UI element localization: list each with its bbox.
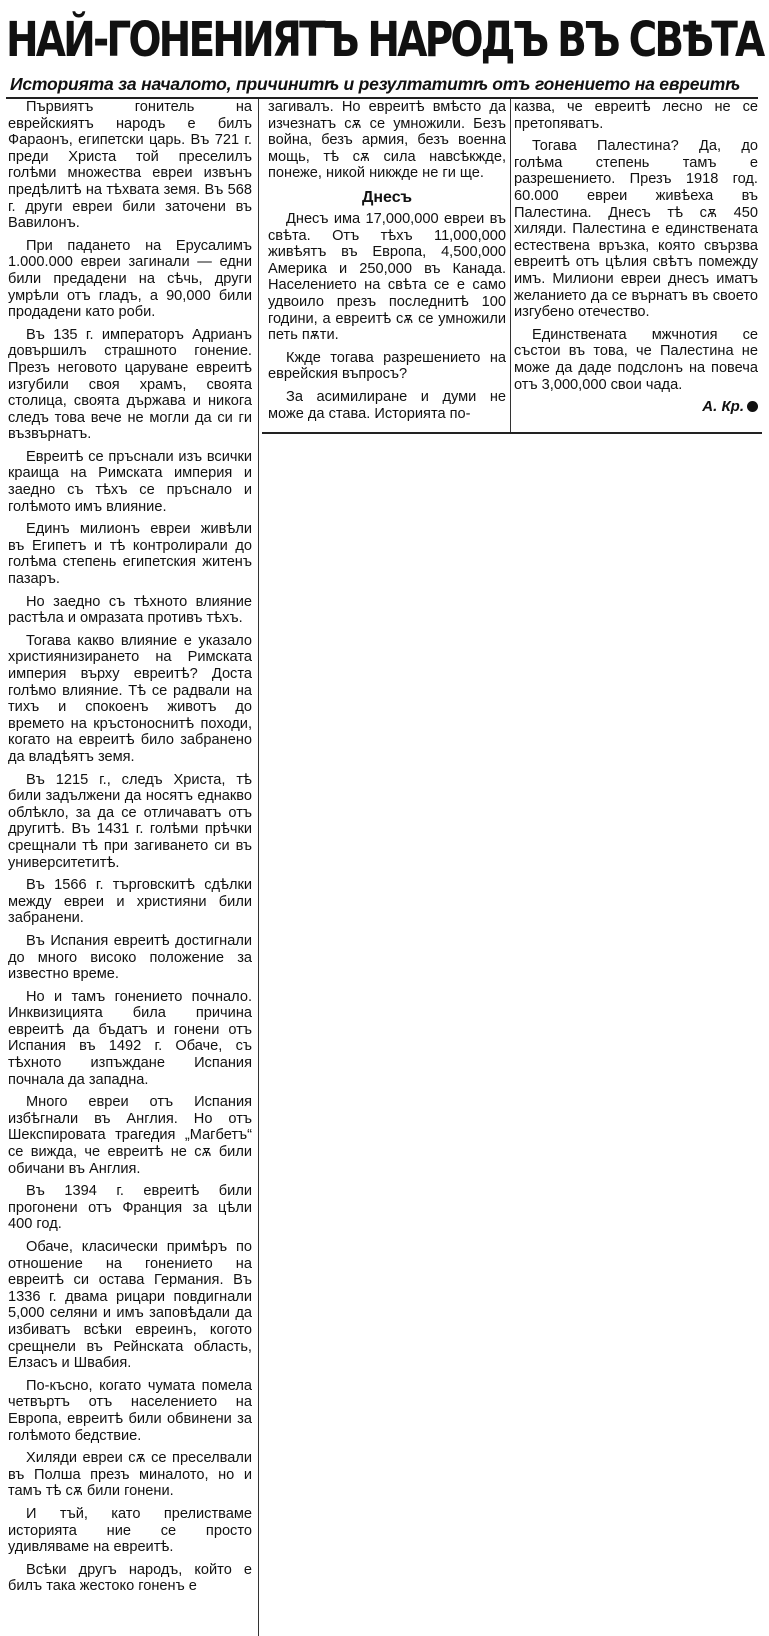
article-column-1 (8, 99, 252, 1636)
signature-text: А. Кр. (702, 398, 744, 416)
column-divider (510, 99, 511, 434)
article-column-3 (514, 99, 758, 432)
paragraph: Всѣки другъ народъ, който е билъ така жестоко гоненъ е (8, 1561, 252, 1595)
paragraph: Днесъ има 17,000,000 евреи въ свѣта. Отъ тѣхъ 11,000,000 живѣятъ въ Европа, 4,500,000 Америка и 250,000 въ Канада. Населението на свѣта се е само удвоило презъ последнитѣ 100 години, а евреитѣ сѫ се умножили петь пѫти. (268, 210, 506, 344)
paragraph: И тъй, като прелистваме историята ние се просто удивляваме на евреитѣ. (8, 1505, 252, 1556)
paragraph: Тогава какво влияние е указало християнизирането на Римската империя върху евреитѣ? Доста голѣмо влияние. Тѣ се радвали на тихъ и спокоенъ животъ до времето на кръстоноснитѣ походи, когато на евреитѣ било забранено да владѣятъ земя. (8, 632, 252, 765)
signature-mark-icon (747, 401, 758, 412)
paragraph-continued: загивалъ. Но евреитѣ вмѣсто да изчезнатъ сѫ се умножили. Безъ война, безъ армия, безъ военна мощь, тѣ сѫ сила навсѣкжде, понеже, никой никжде не ги ще. (268, 99, 506, 182)
section-heading: Днесъ (361, 188, 413, 206)
paragraph: Хиляди евреи сѫ се преселвали въ Полша презъ миналото, но и тамъ тѣ сѫ били гонени. (8, 1450, 252, 1500)
paragraph: Въ Испания евреитѣ достигнали до много високо положение за известно време. (8, 932, 252, 983)
paragraph: Евреитѣ се пръснали изъ всички краища на Римската империя и заедно съ тѣхъ се пръснало и голѣмото имъ влияние. (8, 448, 252, 515)
paragraph-continued: казва, че евреитѣ лесно не се претопяватъ. (514, 99, 758, 132)
paragraph: Но заедно съ тѣхното влияние растѣла и омразата противъ тѣхъ. (8, 593, 252, 627)
paragraph: Въ 135 г. императоръ Адрианъ довършилъ страшното гонение. Презъ неговото царуване евреитѣ изгубили своя храмъ, своята столица, своята държава и никога следъ това вече не могли да си ги възвърнатъ. (8, 326, 252, 443)
paragraph: Въ 1215 г., следъ Христа, тѣ били задължени да носятъ еднакво облѣкло, за да се отличаватъ отъ другитѣ. Въ 1431 г. голѣми прѣчки срещнали тѣ при загиването си въ университетитѣ. (8, 771, 252, 871)
paragraph: При падането на Ерусалимъ 1.000.000 евреи загинали — едни били предадени на сѣчь, други умрѣли отъ гладъ, а 90,000 били продадени като роби. (8, 237, 252, 321)
paragraph: Въ 1394 г. евреитѣ били прогонени отъ Франция за цѣли 400 год. (8, 1183, 252, 1233)
paragraph: Първиятъ гонитель на еврейскиятъ народъ е билъ Фараонъ, египетски царь. Въ 721 г. преди Христа той преселилъ голѣми множества евреи извънъ предѣлитѣ на тѣхвата земя. Въ 568 г. други евреи били заточени въ Вавилонъ. (8, 99, 252, 232)
column-divider (258, 99, 259, 1636)
paragraph: Въ 1566 г. търговскитѣ сдѣлки между евреи и християни били забранени. (8, 877, 252, 927)
paragraph: Кжде тогава разрешението на еврейския въпросъ? (268, 349, 506, 383)
paragraph: Обаче, класически примѣръ по отношение на гонението на евреитѣ си остава Германия. Въ 1336 г. двама рицари повдигнали 5,000 селяни и имъ заповѣдали да избиватъ всѣки евреинъ, когото срещнели въ Рейнската область, Елзасъ и Швабия. (8, 1239, 252, 1372)
paragraph: Единъ милионъ евреи живѣли въ Египетъ и тѣ контролирали до голѣма степень египетския житенъ пазаръ. (8, 521, 252, 588)
subheadline: Историята за началото, причинитѣ и резултатитѣ отъ гонението на евреитѣ (10, 74, 740, 94)
paragraph: Но и тамъ гонението почнало. Инквизицията била причина евреитѣ да бъдатъ и гонени отъ Испания въ 1492 г. Обаче, съ тѣхното изпъждане Испания почнала да западна. (8, 988, 252, 1088)
paragraph: По-късно, когато чумата помела четвъртъ отъ населението на Европа, евреитѣ били обвинени за голѣмото бедствие. (8, 1377, 252, 1444)
end-rule (262, 432, 762, 434)
paragraph: Единствената мжчнотия се състои въ това, че Палестина не може да даде подслонъ на повеча отъ 3,000,000 свои чада. (514, 326, 758, 393)
article-column-2 (268, 99, 506, 447)
headline: НАЙ-ГОНЕНИЯТЪ НАРОДЪ ВЪ СВѢТА (6, 12, 763, 68)
paragraph: Тогава Палестина? Да, до голѣма степень тамъ е разрешението. Презъ 1918 год. 60.000 евреи живѣеха въ Палестина. Днесъ тѣ сѫ 450 хиляди. Палестина е единствената естествена връзка, която свързва евреитѣ отъ цѣлия свѣтъ помежду имъ. Милиони евреи днесъ иматъ желанието да се върнатъ въ своето изгубено отечество. (514, 138, 758, 321)
paragraph: За асимилиране и думи не може да става. Историята по- (268, 388, 506, 422)
paragraph: Много евреи отъ Испания избѣгнали въ Англия. Но отъ Шекспировата трагедия „Магбетъ“ се вижда, че евреитѣ не сѫ били обичани въ Англия. (8, 1094, 252, 1177)
signature (514, 399, 758, 416)
